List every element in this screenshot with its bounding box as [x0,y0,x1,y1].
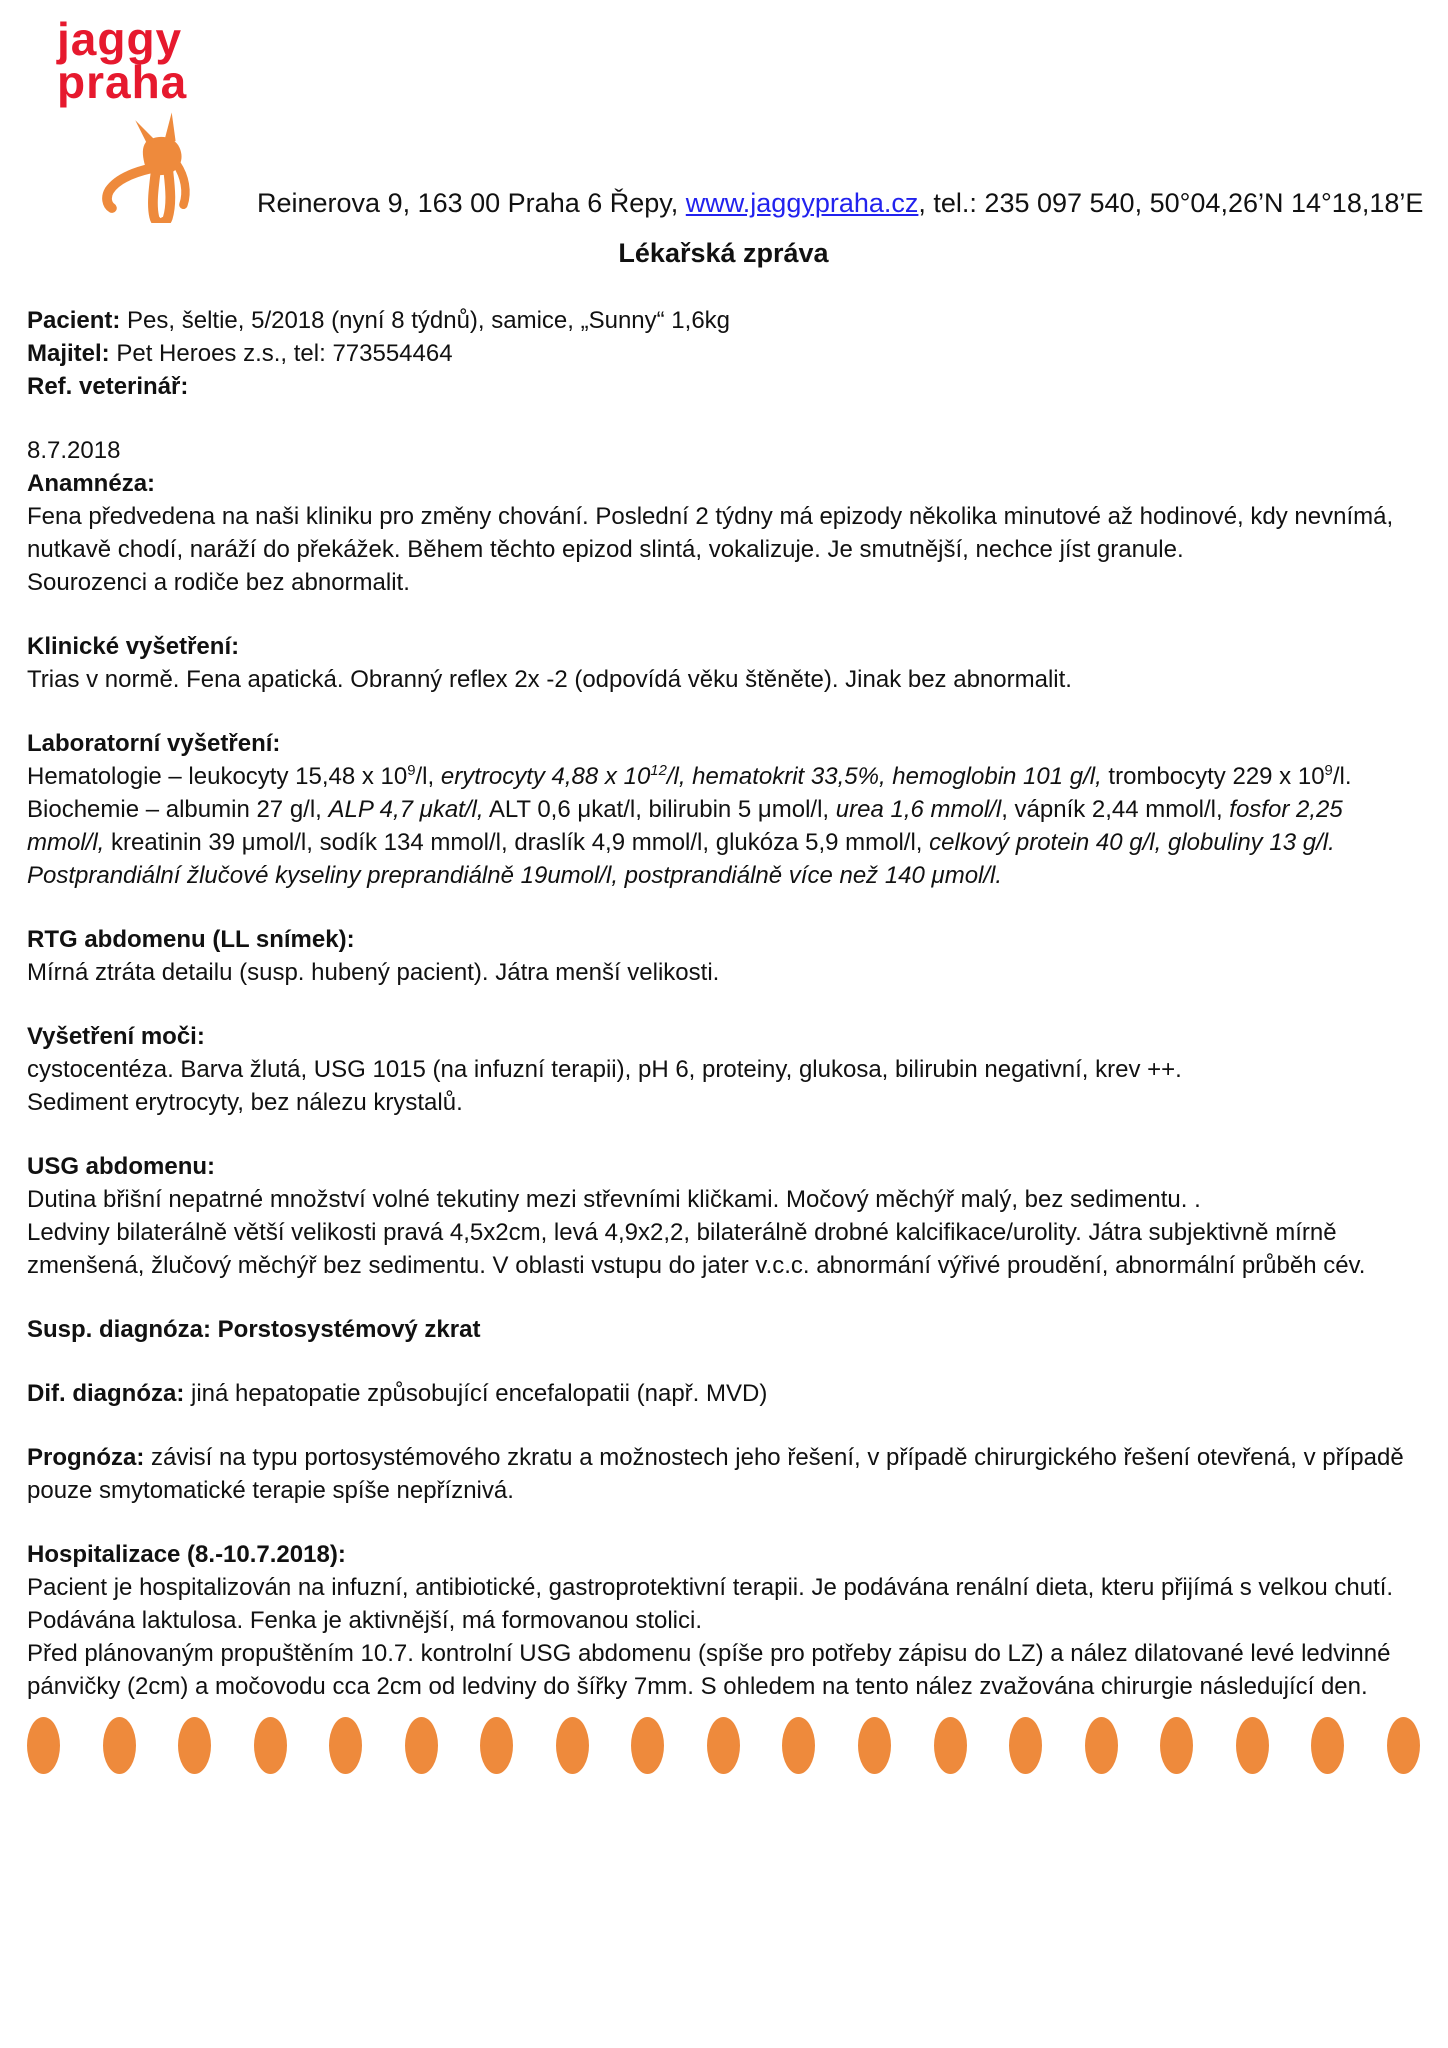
text-run: kreatinin 39 μmol/l, sodík 134 mmol/l, draslík 4,9 mmol/l, glukóza 5,9 mmol/l, [104,829,930,857]
text-run: Anamnéza: [27,470,156,498]
text-run: Pet Heroes z.s., tel: 773554464 [109,340,453,368]
orange-dot [405,1717,438,1774]
text-run: erytrocyty 4,88 x 10 [440,763,651,791]
text-run: Pacient: [27,307,121,335]
prognosis-line [27,1441,1420,1507]
orange-dot [782,1717,815,1774]
report-title: Lékařská zpráva [618,238,829,269]
text-run: 8.7.2018 [27,437,121,465]
text-run: 12 [650,763,667,780]
orange-dot [27,1717,60,1774]
text-run: Ref. veterinář: [27,373,189,401]
text-run: Pes, šeltie, 5/2018 (nyní 8 týdnů), samice, „Sunny“ 1,6kg [120,307,731,335]
text-run: celkový protein 40 g/l, globuliny 13 g/l. [929,829,1335,857]
section-heading-urine [27,1020,1420,1053]
text-run: závisí na typu portosystémového zkratu a možnostech jeho řešení, v případě chirurgického řešení otevřená, v případě pouze smytomatické terapie spíše nepříznivá. [27,1444,1404,1505]
patient-line [27,304,1420,337]
ref-vet-line [27,370,1420,403]
text-run: Hematologie – leukocyty 15,48 x 10 [27,763,408,791]
orange-dot [934,1717,967,1774]
clinical-exam-text [27,663,1420,696]
text-run: , vápník 2,44 mmol/l, [1001,796,1230,824]
text-run: /l, hematokrit 33,5%, hemoglobin 101 g/l, [666,763,1102,791]
text-run: Dif. diagnóza: [27,1380,185,1408]
urine-text-line1 [27,1053,1420,1086]
text-run: /l. [1332,763,1352,791]
orange-dot [1311,1717,1344,1774]
biochemistry-text [27,793,1420,859]
text-run: Mírná ztráta detailu (susp. hubený pacient). Játra menší velikosti. [27,959,720,987]
urine-text-line2 [27,1086,1420,1119]
text-run: ALP 4,7 μkat/l, [328,796,484,824]
orange-dot [103,1717,136,1774]
text-run: RTG abdomenu (LL snímek): [27,926,355,954]
report-body [27,304,1420,1703]
text-run: Sediment erytrocyty, bez nálezu krystalů. [27,1089,463,1117]
orange-dot [1085,1717,1118,1774]
text-run: Před plánovaným propuštěním 10.7. kontrolní USG abdomenu (spíše pro potřeby zápisu do LZ) a nález dilatované levé ledvinné pánvičky (2cm) a močovodu cca 2cm od ledviny do šířky 7mm. S ohledem na tento nález zvažována chirurgie následující den. [27,1640,1391,1701]
clinic-logo [57,13,257,223]
text-run: Sourozenci a rodiče bez abnormalit. [27,569,410,597]
orange-dot [480,1717,513,1774]
text-run: Vyšetření moči: [27,1023,205,1051]
hematology-text [27,760,1420,793]
text-run: Biochemie – albumin 27 g/l, [27,796,329,824]
text-run: Laboratorní vyšetření: [27,730,281,758]
text-run: Susp. diagnóza: Porstosystémový zkrat [27,1316,481,1344]
text-run: Fena předvedena na naši kliniku pro změny chování. Poslední 2 týdny má epizody několika minutové až hodinové, kdy nevnímá, nutkavě chodí, naráží do překážek. Během těchto epizod slintá, vokalizuje. Je smutnější, nechce jíst granule. [27,503,1394,564]
footer-dots [27,1717,1420,1774]
orange-dot [254,1717,287,1774]
orange-dot [631,1717,664,1774]
logo-word-praha: praha [57,56,188,109]
text-run: trombocyty 229 x 10 [1101,763,1325,791]
text-run: Majitel: [27,340,110,368]
orange-dot [178,1717,211,1774]
text-run: /l, [415,763,441,791]
text-run: Postprandiální žlučové kyseliny preprandiálně 19umol/l, postprandiálně více než 140 μmol/l. [27,862,1003,890]
report-date [27,434,1420,467]
suspected-diagnosis-line [27,1313,1420,1346]
website-link[interactable]: www.jaggypraha.cz [685,188,919,219]
orange-dot [556,1717,589,1774]
address-prefix: Reinerova 9, 163 00 Praha 6 Řepy, [257,188,686,219]
section-heading-anamneza [27,467,1420,500]
logo-word-jaggy: jaggy [57,13,183,65]
orange-dot [707,1717,740,1774]
address-suffix: , tel.: 235 097 540, 50°04,26’N 14°18,18’E [918,188,1424,219]
orange-dot [1236,1717,1269,1774]
text-run: urea 1,6 mmol/l [835,796,1002,824]
text-run: Pacient je hospitalizován na infuzní, antibiotické, gastroprotektivní terapii. Je podávána renální dieta, kteru přijímá s velkou chutí. Podávána laktulosa. Fenka je aktivnější, má formovanou stolici. [27,1574,1394,1635]
section-heading-usg [27,1150,1420,1183]
section-heading-clinical-exam [27,630,1420,663]
hospitalization-text-1 [27,1571,1420,1637]
anamnesis-text [27,500,1420,566]
text-run: Prognóza: [27,1444,145,1472]
hospitalization-text-2 [27,1637,1420,1703]
text-run: 9 [1324,763,1333,780]
section-heading-rtg [27,923,1420,956]
clinic-address [257,188,1423,219]
orange-dot [1160,1717,1193,1774]
bile-acids-text [27,859,1420,892]
text-run: Dutina břišní nepatrné množství volné tekutiny mezi střevními kličkami. Močový měchýř malý, bez sedimentu. . [27,1186,1201,1214]
text-run: fosfor 2,25 mmol/l, [27,796,1343,857]
header [27,0,1424,223]
differential-diagnosis-line [27,1377,1420,1410]
text-run: Hospitalizace (8.-10.7.2018): [27,1541,346,1569]
text-run: jiná hepatopatie způsobující encefalopatii (např. MVD) [184,1380,768,1408]
orange-dot [329,1717,362,1774]
rtg-text [27,956,1420,989]
text-run: ALT 0,6 μkat/l, bilirubin 5 μmol/l, [483,796,836,824]
orange-dot [858,1717,891,1774]
text-run: Ledviny bilaterálně větší velikosti pravá 4,5x2cm, levá 4,9x2,2, bilaterálně drobné kalcifikace/urolity. Játra subjektivně mírně zmenšená, žlučový měchýř bez sedimentu. V oblasti vstupu do jater v.c.c. abnormání výřivé proudění, abnormální průběh cév. [27,1219,1366,1280]
orange-dot [1387,1717,1420,1774]
text-run: cystocentéza. Barva žlutá, USG 1015 (na infuzní terapii), pH 6, proteiny, glukosa, bilirubin negativní, krev ++. [27,1056,1182,1084]
section-heading-hospitalization [27,1538,1420,1571]
section-heading-laboratory [27,727,1420,760]
text-run: Klinické vyšetření: [27,633,240,661]
text-run: Trias v normě. Fena apatická. Obranný reflex 2x -2 (odpovídá věku štěněte). Jinak bez abnormalit. [27,666,1072,694]
usg-text-line2 [27,1216,1420,1282]
anamnesis-siblings-text [27,566,1420,599]
orange-dot [1009,1717,1042,1774]
cat-figure-icon [95,106,225,223]
usg-text-line1 [27,1183,1420,1216]
text-run: 9 [407,763,416,780]
text-run: USG abdomenu: [27,1153,216,1181]
owner-line [27,337,1420,370]
